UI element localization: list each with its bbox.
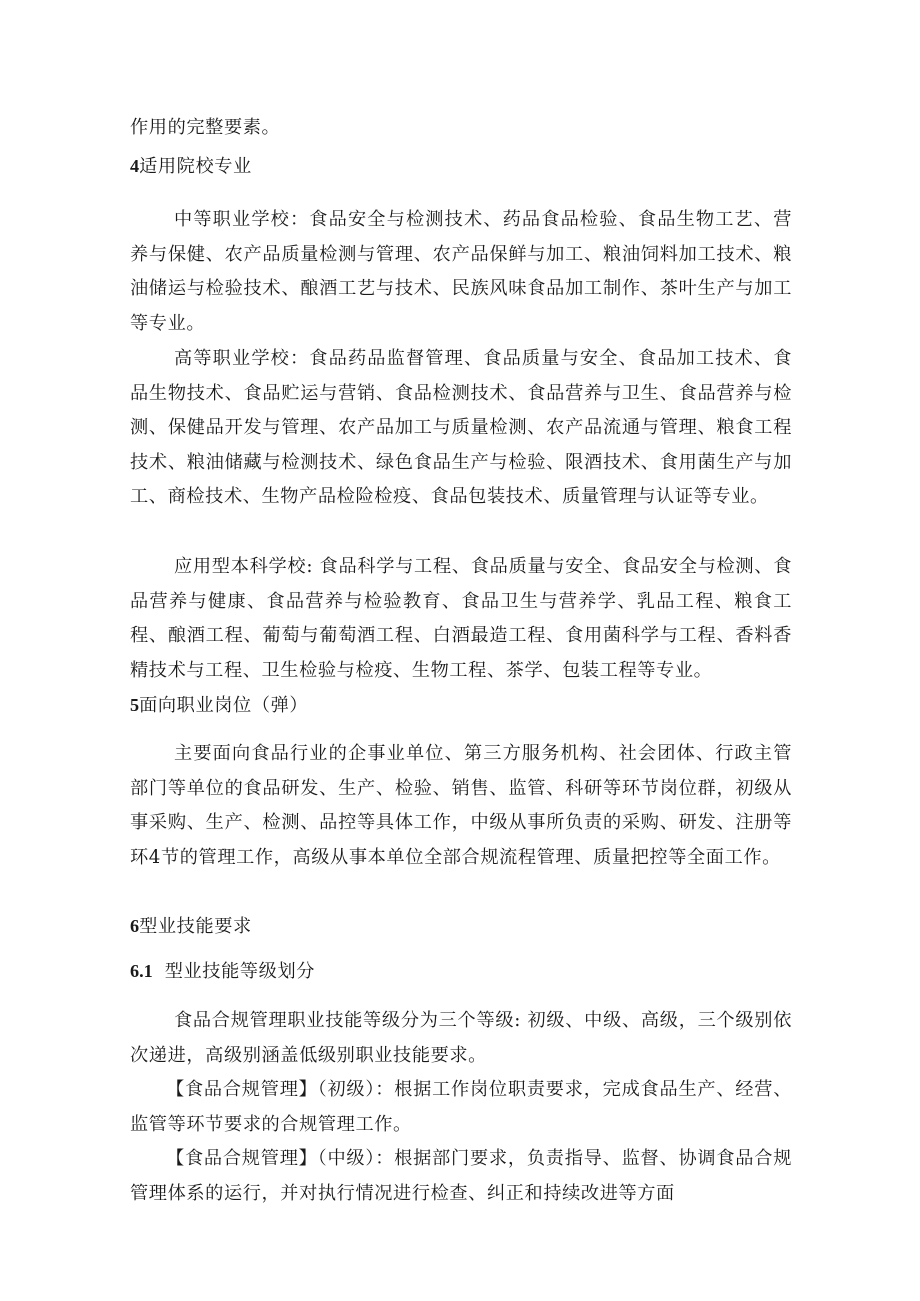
section-number: 6.1	[130, 961, 153, 981]
section-number: 4	[130, 156, 140, 176]
section-title: 适用院校专业	[139, 156, 252, 177]
paragraph-secondary-vocational: 中等职业学校：食品安全与检测技术、药品食品检验、食品生物工艺、营养与保健、农产品质量检测与管理、农产品保鲜与加工、粮油饲料加工技术、粮油储运与检验技术、酿酒工艺与技术、民族风味食品加工制作、茶叶生产与加工等专业。	[130, 209, 792, 334]
paragraph-level-junior: 【食品合规管理】（初级）：根据工作岗位职责要求，完成食品生产、经营、监管等环节要求的合规管理工作。	[130, 1079, 792, 1135]
section-heading-6	[130, 909, 252, 944]
paragraph-skill-levels: 食品合规管理职业技能等级分为三个等级: 初级、中级、高级，三个级别依次递进，高级别涵盖低级别职业技能要求。	[130, 1010, 792, 1066]
section-title: 面向职业岗位（弹）	[139, 695, 309, 716]
section-heading-4	[130, 149, 252, 184]
section-heading-6-1	[130, 954, 315, 989]
paragraph-undergraduate: 应用型本科学校: 食品科学与工程、食品质量与安全、食品安全与检测、食品营养与健康、食品营养与检验教育、食品卫生与营养学、乳品工程、粮食工程、酿酒工程、葡萄与葡萄酒工程、白酒最造工程、食用菌科学与工程、香料香精技术与工程、卫生检验与检疫、生物工程、茶学、包装工程等专业。	[130, 556, 792, 681]
paragraph-job-positions: 主要面向食品行业的企事业单位、第三方服务机构、社会团体、行政主管部门等单位的食品研发、生产、检验、销售、监管、科研等环节岗位群，初级从事采购、生产、检测、品控等具体工作，中级从事所负责的采购、研发、注册等环4节的管理工作，高级从事本单位全部合规流程管理、质量把控等全面工作。	[130, 743, 792, 868]
paragraph-level-intermediate: 【食品合规管理】（中级）：根据部门要求，负责指导、监督、协调食品合规管理体系的运行，并对执行情况进行检查、纠正和持续改进等方面	[130, 1148, 792, 1204]
section-number: 5	[130, 695, 140, 715]
section-number: 6	[130, 916, 140, 936]
section-title: 型业技能等级划分	[164, 961, 316, 982]
paragraph-higher-vocational: 高等职业学校：食品药品监督管理、食品质量与安全、食品加工技术、食品生物技术、食品贮运与营销、食品检测技术、食品营养与卫生、食品营养与检测、保健品开发与管理、农产品加工与质量检测、农产品流通与管理、粮食工程技术、粮油储藏与检测技术、绿色食品生产与检验、限酒技术、食用菌生产与加工、商检技术、生物产品检险检疫、食品包装技术、质量管理与认证等专业。	[130, 348, 792, 508]
section-heading-5	[130, 688, 308, 723]
paragraph-continuation: 作用的完整要素。	[130, 117, 281, 138]
section-title: 型业技能要求	[139, 916, 252, 937]
